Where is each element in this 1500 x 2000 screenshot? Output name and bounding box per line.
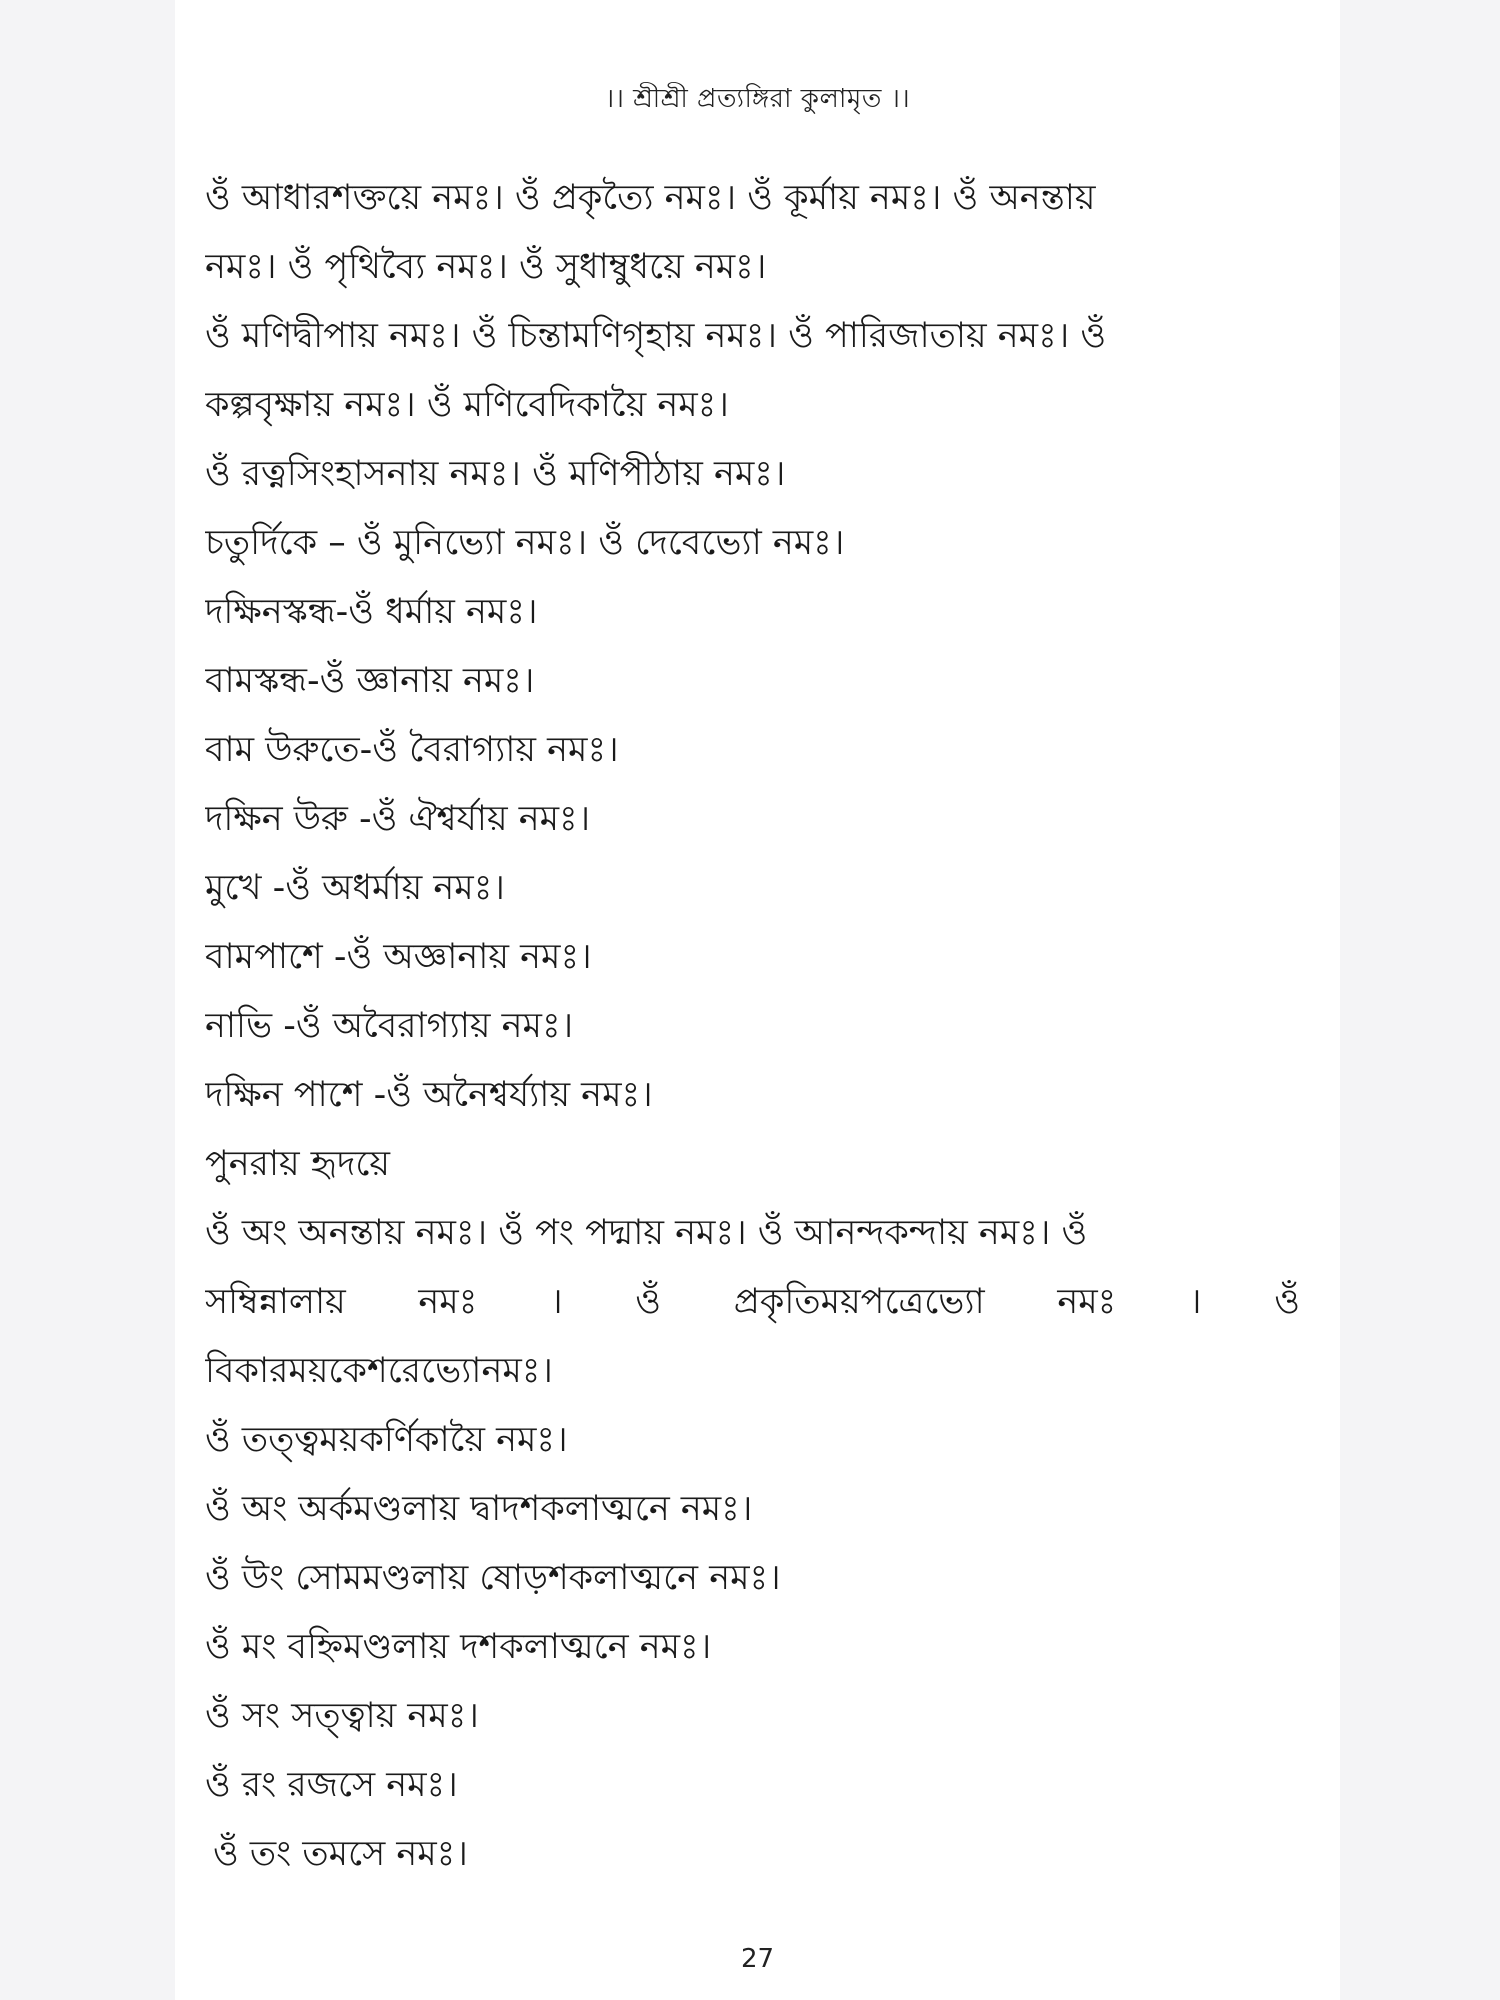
text-line: ওঁ মণিদ্বীপায় নমঃ। ওঁ চিন্তামণিগৃহায় নমঃ। ওঁ পারিজাতায় নমঃ। ওঁ (205, 316, 1107, 356)
text-line: ওঁ তং তমসে নমঃ। (213, 1834, 468, 1874)
text-line: ওঁ অং অনন্তায় নমঃ। ওঁ পং পদ্মায় নমঃ। ওঁ আনন্দকন্দায় নমঃ। ওঁ (205, 1213, 1088, 1253)
text-line: বাম উরুতে-ওঁ বৈরাগ্যায় নমঃ। (205, 730, 619, 770)
text-line: বামস্কন্ধ-ওঁ জ্ঞানায় নমঃ। (205, 661, 535, 701)
page-number: 27 (740, 1944, 775, 1974)
text-line: দক্ষিন পাশে -ওঁ অনৈশ্বর্য্যায় নমঃ। (205, 1075, 653, 1115)
running-header: ।। শ্রীশ্রী প্রত্যঙ্গিরা কুলামৃত ।। (604, 84, 911, 114)
text-line: পুনরায় হৃদয়ে (205, 1144, 391, 1184)
text-line: ওঁ রত্নসিংহাসনায় নমঃ। ওঁ মণিপীঠায় নমঃ। (205, 454, 786, 494)
text-line: ওঁ মং বহ্নিমণ্ডলায় দশকলাত্মনে নমঃ। (205, 1627, 712, 1667)
text-line: সম্বিন্নালায় নমঃ । ওঁ প্রকৃতিময়পত্রেভ্যো নমঃ । ওঁ (205, 1282, 1300, 1322)
text-line: ওঁ রং রজসে নমঃ। (205, 1765, 458, 1805)
body-text (205, 164, 1300, 1889)
text-line: মুখে -ওঁ অধর্মায় নমঃ। (205, 868, 505, 908)
text-line: চতুর্দিকে – ওঁ মুনিভ্যো নমঃ। ওঁ দেবেভ্যো নমঃ। (205, 523, 845, 563)
text-line: ওঁ সং সত্ত্বায় নমঃ। (205, 1696, 479, 1736)
text-line: নাভি -ওঁ অবৈরাগ্যায় নমঃ। (205, 1006, 574, 1046)
text-line: ওঁ তত্ত্বময়কর্ণিকায়ৈ নমঃ। (205, 1420, 568, 1460)
text-line: ওঁ অং অর্কমণ্ডলায় দ্বাদশকলাত্মনে নমঃ। (205, 1489, 753, 1529)
book-page (175, 0, 1340, 2000)
text-line: কল্পবৃক্ষায় নমঃ। ওঁ মণিবেদিকায়ৈ নমঃ। (205, 385, 729, 425)
text-line: ওঁ আধারশক্তয়ে নমঃ। ওঁ প্রকৃত্যৈ নমঃ। ওঁ কূর্মায় নমঃ। ওঁ অনন্তায় (205, 178, 1096, 218)
text-line: দক্ষিনস্কন্ধ-ওঁ ধর্মায় নমঃ। (205, 592, 538, 632)
text-line: দক্ষিন উরু -ওঁ ঐশ্বর্যায় নমঃ। (205, 799, 591, 839)
text-line: নমঃ। ওঁ পৃথিব্যৈ নমঃ। ওঁ সুধাম্বুধয়ে নমঃ। (205, 247, 767, 287)
text-line: ওঁ উং সোমমণ্ডলায় ষোড়শকলাত্মনে নমঃ। (205, 1558, 781, 1598)
text-line: বিকারময়কেশরেভ্যোনমঃ। (205, 1351, 553, 1391)
text-line: বামপাশে -ওঁ অজ্ঞানায় নমঃ। (205, 937, 592, 977)
